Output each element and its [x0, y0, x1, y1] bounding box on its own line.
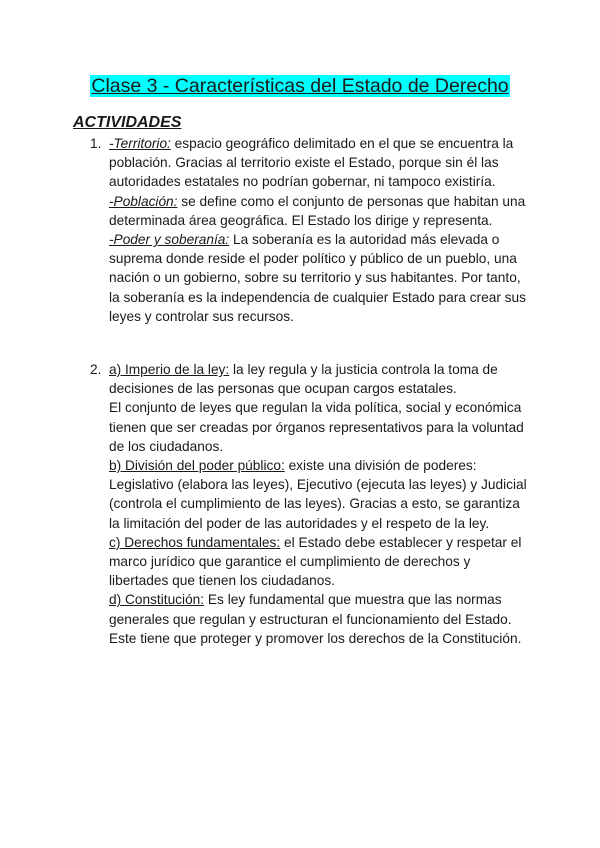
text-division-poder: existe una división de poderes: Legislativo (elabora las leyes), Ejecutivo (ejecuta las leyes) y Judicial (controla el cumplimiento de las leyes). Gracias a esto, se garantiza la limitación del poder de las autoridades y el respeto de la ley. — [109, 458, 527, 531]
paragraph-imperio-ley — [109, 360, 529, 398]
page-title — [0, 74, 600, 98]
paragraph-division-poder — [109, 456, 529, 533]
text-soberania: La soberanía es la autoridad más elevada o suprema donde reside el poder político y público de un pueblo, una nación o un gobierno, sobre su territorio y sus habitantes. Por tanto, la soberanía es la independencia de cualquier Estado para crear sus leyes y controlar sus recursos. — [109, 232, 526, 324]
paragraph-soberania — [109, 230, 529, 326]
paragraph-territorio — [109, 134, 529, 192]
paragraph-constitucion — [109, 590, 529, 648]
label-territorio: -Territorio: — [109, 136, 171, 151]
text-territorio: espacio geográfico delimitado en el que se encuentra la población. Gracias al territorio existe el Estado, porque sin él las autoridades estatales no podrían gobernar, ni tampoco existiría. — [109, 136, 514, 190]
paragraph-derechos — [109, 533, 529, 591]
text-derechos: el Estado debe establecer y respetar el marco jurídico que garantice el cumplimiento de derechos y libertades que tienen los ciudadanos. — [109, 534, 522, 589]
text-conjunto-leyes: El conjunto de leyes que regulan la vida política, social y económica tienen que ser creadas por órganos representativos para la voluntad de los ciudadanos. — [109, 400, 524, 454]
label-derechos: c) Derechos fundamentales: — [109, 534, 281, 550]
label-constitucion: d) Constitución: — [109, 592, 205, 608]
paragraph-conjunto-leyes — [109, 398, 529, 456]
section-heading: ACTIVIDADES — [73, 114, 182, 131]
text-imperio-ley: la ley regula y la justicia controla la toma de decisiones de las personas que ocupan cargos estatales. — [109, 362, 498, 397]
text-poblacion: se define como el conjunto de personas que habitan una determinada área geográfica. El Estado los dirige y representa. — [109, 193, 526, 228]
list-item-number: 1. — [90, 136, 102, 151]
list-item — [90, 134, 529, 326]
list-item-number: 2. — [90, 362, 102, 377]
label-imperio-ley: a) Imperio de la ley: — [109, 362, 230, 377]
label-poblacion: -Población: — [109, 193, 178, 209]
label-division-poder: b) División del poder público: — [109, 458, 285, 474]
title-text: Clase 3 - Características del Estado de Derecho — [91, 75, 509, 97]
label-soberania: -Poder y soberanía: — [109, 232, 230, 248]
text-constitucion: Es ley fundamental que muestra que las normas generales que regulan y estructuran el funcionamiento del Estado. Este tiene que proteger y promover los derechos de la Constitución. — [109, 592, 522, 646]
list-item — [90, 360, 529, 648]
paragraph-poblacion — [109, 192, 529, 230]
